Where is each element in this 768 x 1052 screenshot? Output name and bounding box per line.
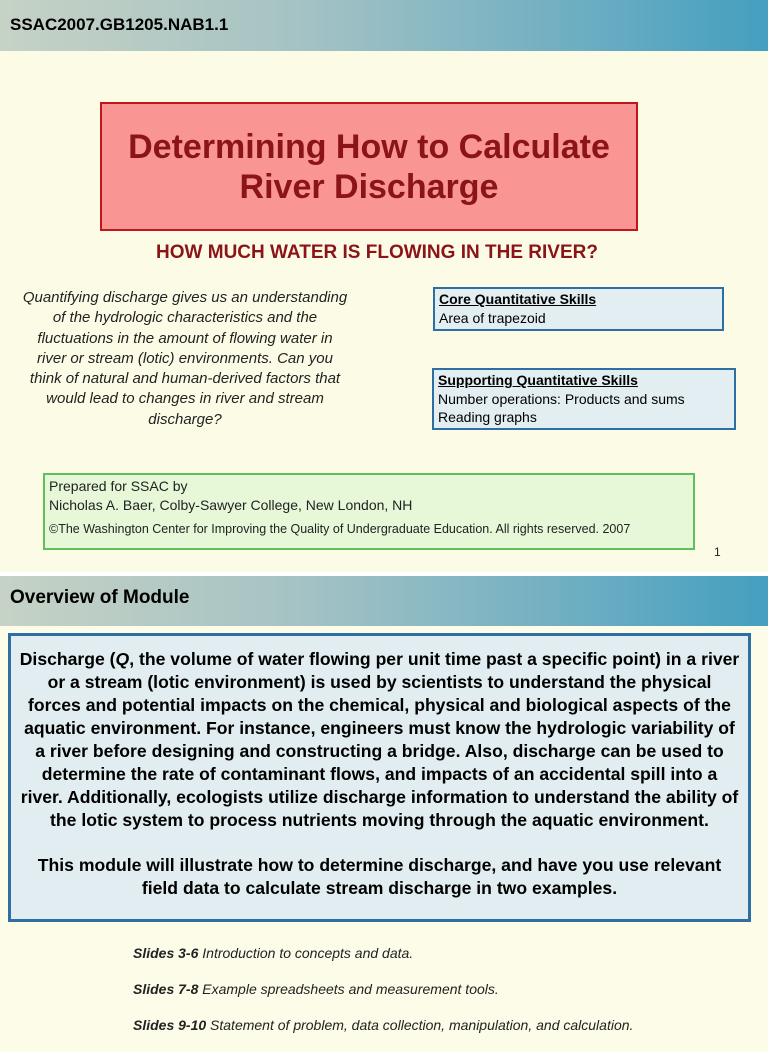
para1-rest: , the volume of water flowing per unit time past a specific point) in a river or a stream (lotic environment) is used by scientists to understand the physical forces and potential impacts on the chemical, physical and biological aspects of the aquatic environment. For instance, engineers must know the hydrologic variability of a river before designing and constructing a bridge. Also, discharge can be used to determine the rate of contaminant flows, and impacts of an accidental spill into a river. Additionally, ecologists utilize discharge information to understand the ability of the lotic system to process nutrients moving through the aquatic environment.	[20, 649, 740, 830]
list-item	[133, 980, 753, 1016]
overview-paragraph-1	[19, 648, 740, 832]
supporting-skills-box	[432, 368, 736, 430]
para1-start: Discharge (	[19, 649, 116, 669]
slides-range: Slides 3-6	[133, 945, 199, 961]
slides-desc: Example spreadsheets and measurement tools.	[202, 981, 499, 997]
section-title: Overview of Module	[10, 587, 190, 608]
slides-desc: Introduction to concepts and data.	[202, 945, 414, 961]
prepared-line: Prepared for SSAC by	[49, 478, 188, 494]
slides-desc: Statement of problem, data collection, manipulation, and calculation.	[210, 1017, 634, 1033]
title-line-2: River Discharge	[239, 167, 499, 206]
overview-paragraph-2: This module will illustrate how to determine discharge, and have you use relevant field data to calculate stream discharge in two examples.	[37, 855, 722, 898]
core-skill-item: Area of trapezoid	[439, 309, 546, 326]
subtitle: HOW MUCH WATER IS FLOWING IN THE RIVER?	[156, 242, 598, 263]
slide-header-bar	[0, 576, 768, 626]
module-code: SSAC2007.GB1205.NAB1.1	[10, 15, 229, 34]
list-item	[133, 944, 753, 980]
supporting-skill-item: Number operations: Products and sums	[438, 390, 685, 407]
list-item	[133, 1016, 753, 1052]
page-title	[128, 127, 610, 207]
discharge-overview-box	[8, 633, 751, 922]
title-box	[100, 102, 638, 231]
core-skills-heading: Core Quantitative Skills	[439, 291, 597, 307]
supporting-skill-item: Reading graphs	[438, 409, 537, 425]
discharge-symbol: Q	[115, 649, 130, 669]
slides-range: Slides 7-8	[133, 981, 199, 997]
author-line: Nicholas A. Baer, Colby-Sawyer College, New London, NH	[49, 497, 413, 513]
slides-range: Slides 9-10	[133, 1017, 207, 1033]
copyright-line: ©The Washington Center for Improving the Quality of Undergraduate Education. All rights reserved. 2007	[49, 522, 631, 536]
slide-header-bar	[0, 0, 768, 51]
prepared-by-box	[43, 473, 695, 550]
supporting-skills-heading: Supporting Quantitative Skills	[438, 372, 638, 388]
slides-outline	[133, 944, 753, 1052]
title-line-1: Determining How to Calculate	[128, 127, 610, 166]
intro-paragraph: Quantifying discharge gives us an understanding of the hydrologic characteristics and the fluctuations in the amount of flowing water in river or stream (lotic) environments. Can you think of natural and human-derived factors that would lead to changes in river and stream discharge?	[22, 289, 348, 428]
page-number: 1	[714, 545, 721, 559]
core-skills-box	[433, 287, 724, 331]
slide-2	[0, 576, 768, 1033]
